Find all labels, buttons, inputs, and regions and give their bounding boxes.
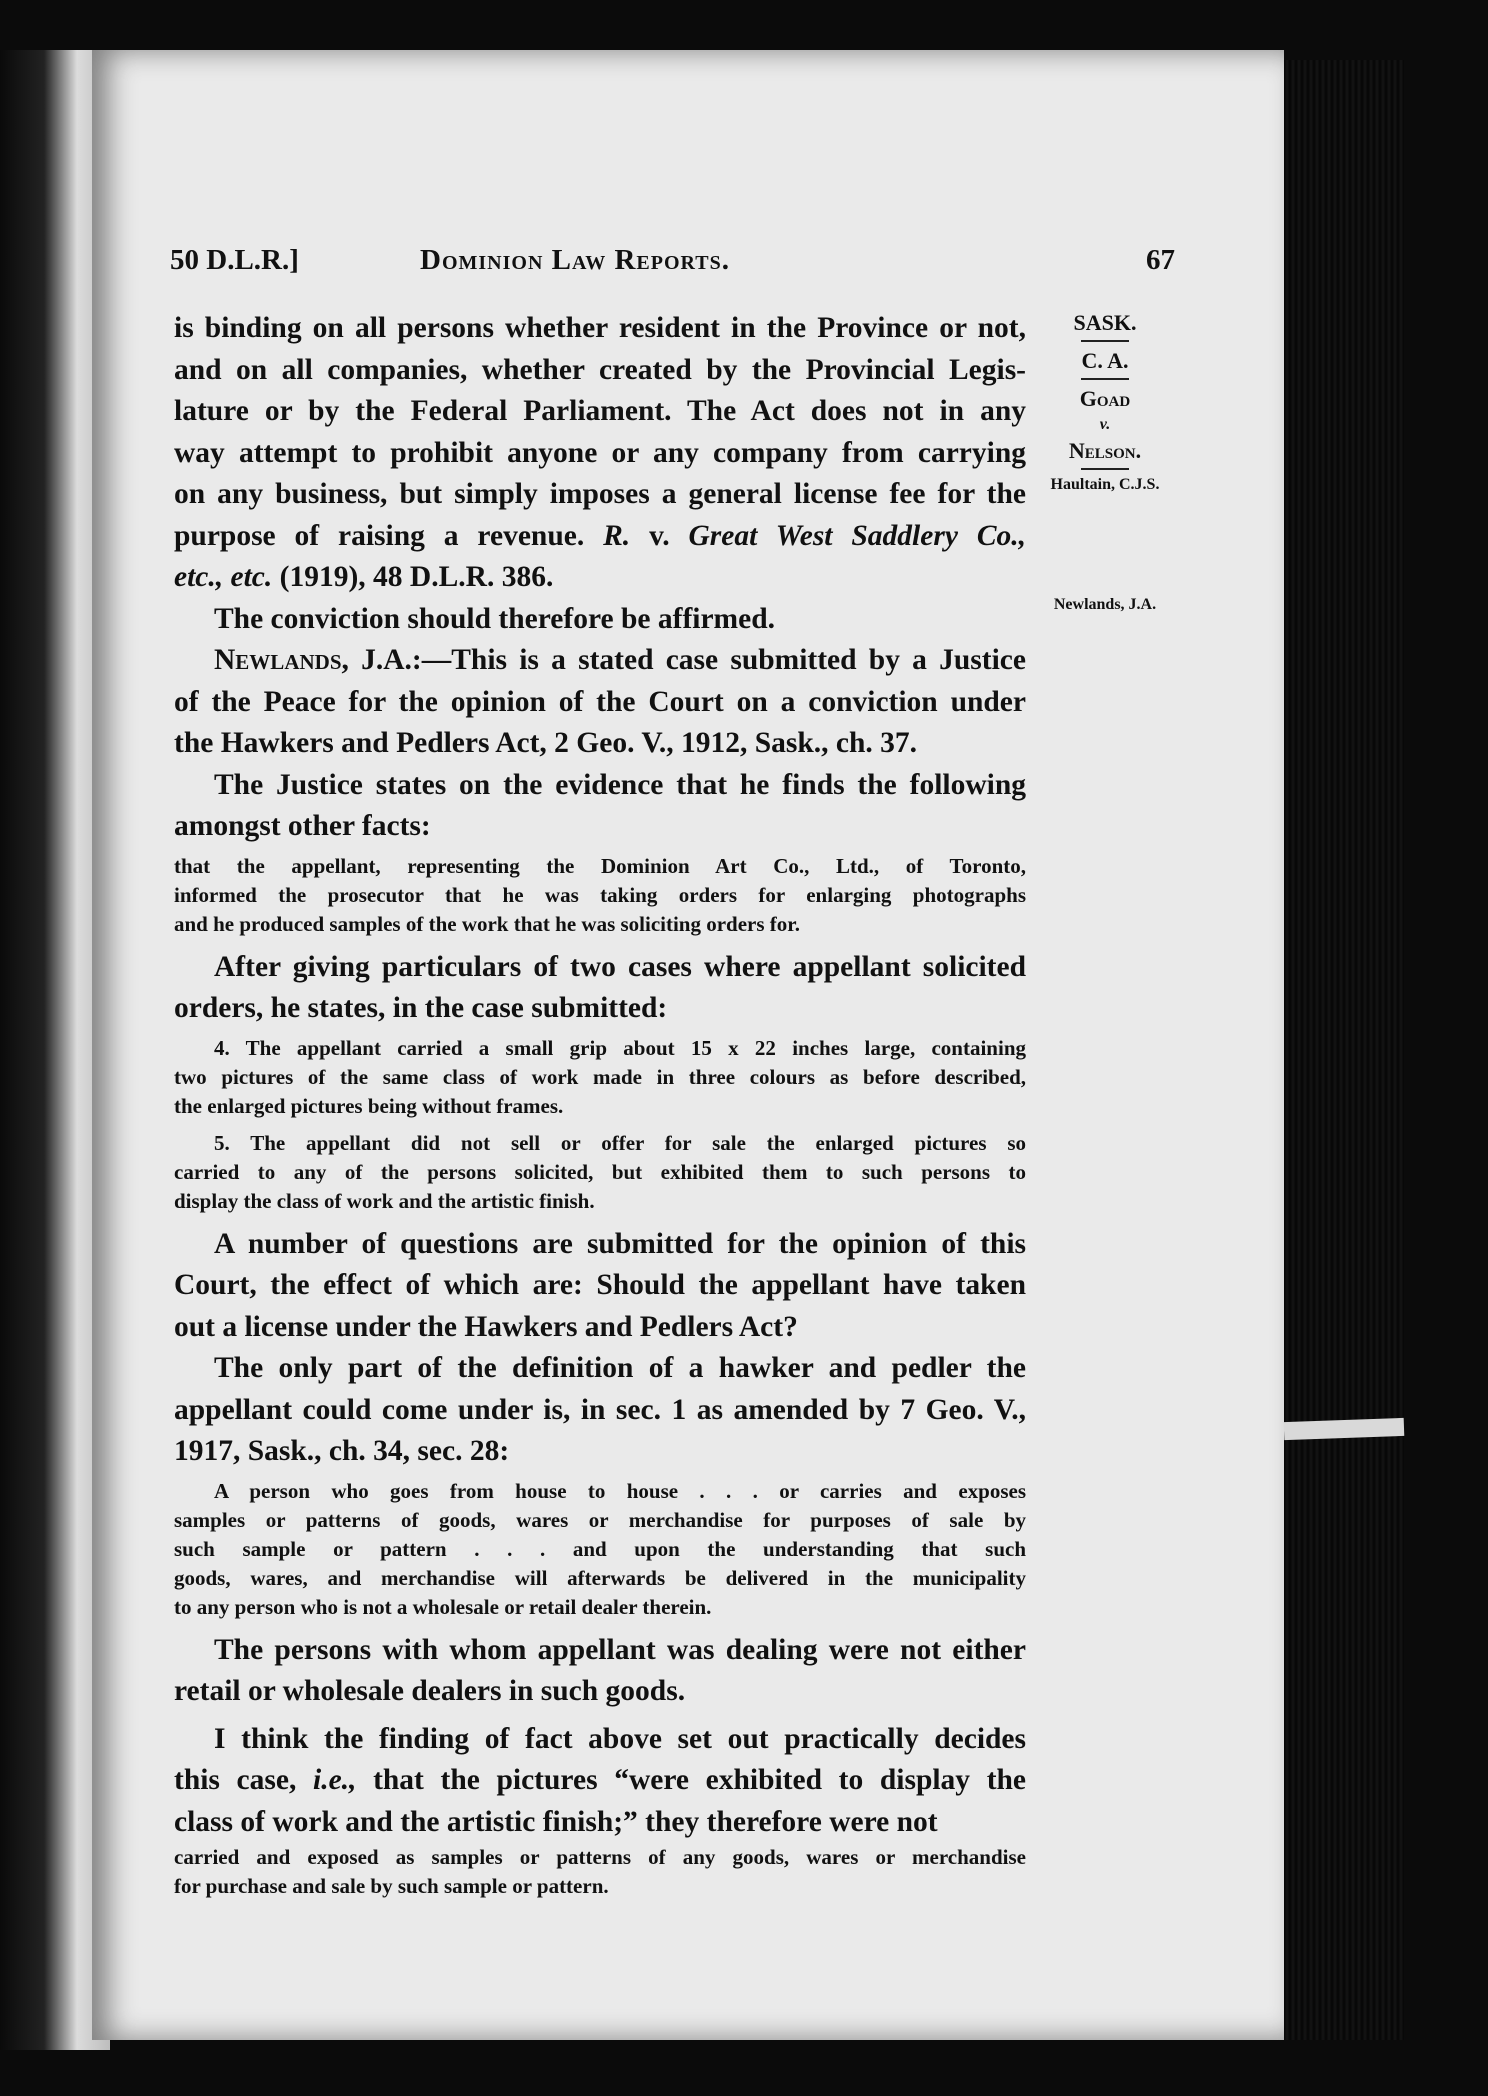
text-line: The conviction should therefore be affirmed. <box>214 602 776 635</box>
quote-line: A person who goes from house to house . . . or carries and exposes <box>214 1478 1026 1503</box>
text-line: of the Peace for the opinion of the Court on a conviction under <box>174 685 1026 718</box>
margin-rule <box>1081 378 1129 380</box>
paragraph <box>174 599 1026 641</box>
case-citation-v: v. <box>649 519 670 552</box>
block-quote <box>174 1129 1026 1216</box>
quote-line: goods, wares, and merchandise will afterwards be delivered in the municipality <box>174 1565 1026 1590</box>
paragraph <box>174 640 1026 765</box>
block-quote <box>174 852 1026 939</box>
case-citation-r: R. <box>603 519 631 552</box>
text-line: way attempt to prohibit anyone or any company from carrying <box>174 436 1026 469</box>
quote-line: the enlarged pictures being without frames. <box>174 1093 564 1118</box>
text-run: (1919), 48 D.L.R. 386. <box>279 561 554 593</box>
text-line: the Hawkers and Pedlers Act, 2 Geo. V., 1912, Sask., ch. 37. <box>174 727 917 759</box>
text-run: purpose of raising a revenue. <box>174 519 585 552</box>
quote-line: informed the prosecutor that he was taking orders for enlarging photographs <box>174 882 1026 907</box>
paragraph <box>174 1630 1026 1713</box>
text-line <box>174 557 1026 599</box>
text-line: class of work and the artistic finish;” they therefore were not <box>174 1805 938 1838</box>
text-line: orders, he states, in the case submitted: <box>174 992 668 1024</box>
text-line: Court, the effect of which are: Should the appellant have taken <box>174 1269 1026 1301</box>
text-line: A number of questions are submitted for the opinion of this <box>214 1227 1026 1260</box>
paragraph <box>174 1719 1026 1844</box>
text-run: that the pictures “were exhibited to display the <box>373 1764 1027 1796</box>
margin-judge-newlands: Newlands, J.A. <box>1053 596 1157 613</box>
margin-court: C. A. <box>1081 348 1129 373</box>
quote-line: carried and exposed as samples or patterns of any goods, wares or merchandise <box>174 1845 1026 1869</box>
quote-line: samples or patterns of goods, wares or merchandise for purposes of sale by <box>174 1507 1026 1532</box>
quote-line: two pictures of the same class of work made in three colours as before described, <box>174 1064 1026 1089</box>
margin-case-party-2: Nelson. <box>1068 438 1142 463</box>
quote-line: such sample or pattern . . . and upon the understanding that such <box>174 1536 1026 1561</box>
block-quote <box>174 1477 1026 1622</box>
text-line: on any business, but simply imposes a general license fee for the <box>174 478 1026 510</box>
quote-line: for purchase and sale by such sample or pattern. <box>174 1874 609 1898</box>
quote-line: 4. The appellant carried a small grip about 15 x 22 inches large, containing <box>214 1035 1026 1060</box>
running-header-title: Dominion Law Reports. <box>420 244 730 276</box>
book-page-edges <box>1284 60 1404 2040</box>
quote-line: and he produced samples of the work that he was soliciting orders for. <box>174 911 800 936</box>
text-line: The persons with whom appellant was dealing were not either <box>214 1633 1026 1666</box>
text-line: out a license under the Hawkers and Pedlers Act? <box>174 1310 798 1343</box>
margin-case-versus: v. <box>1099 416 1111 433</box>
text-line: appellant could come under is, in sec. 1 as amended by 7 Geo. V., <box>174 1393 1026 1426</box>
margin-rule <box>1081 340 1129 342</box>
quote-line: 5. The appellant did not sell or offer for sale the enlarged pictures so <box>214 1130 1026 1155</box>
text-line: After giving particulars of two cases where appellant solicited <box>214 950 1026 983</box>
block-quote <box>174 1843 1026 1901</box>
quote-line: carried to any of the persons solicited, but exhibited them to such persons to <box>174 1159 1026 1184</box>
margin-province: SASK. <box>1073 310 1137 335</box>
text-line: lature or by the Federal Parliament. The Act does not in any <box>174 395 1026 427</box>
text-run: :—This is a stated case submitted by a Justice <box>411 644 1026 676</box>
text-run: this case, <box>174 1764 297 1796</box>
text-line: and on all companies, whether created by the Provincial Legis- <box>174 353 1026 386</box>
paragraph <box>174 1348 1026 1473</box>
paragraph <box>174 308 1026 599</box>
text-line: 1917, Sask., ch. 34, sec. 28: <box>174 1435 510 1467</box>
quote-line: that the appellant, representing the Dominion Art Co., Ltd., of Toronto, <box>174 853 1026 878</box>
text-line <box>174 516 1026 558</box>
margin-case-party-1: Goad <box>1079 386 1131 411</box>
page-body <box>174 308 1026 1909</box>
margin-notes <box>1030 308 1180 616</box>
margin-judge-haultain: Haultain, C.J.S. <box>1050 476 1160 493</box>
text-line: I think the finding of fact above set out practically decides <box>214 1722 1026 1755</box>
text-run: i.e., <box>313 1764 357 1796</box>
paragraph <box>174 947 1026 1030</box>
text-line <box>174 1760 1026 1802</box>
text-line: retail or wholesale dealers in such goods. <box>174 1675 686 1707</box>
text-run: etc., etc. <box>174 561 273 593</box>
text-line <box>174 640 1026 682</box>
page-number: 67 <box>1146 244 1175 276</box>
text-line: The only part of the definition of a hawker and pedler the <box>214 1352 1026 1384</box>
quote-line: to any person who is not a wholesale or retail dealer therein. <box>174 1594 712 1619</box>
paragraph <box>174 765 1026 848</box>
text-line: is binding on all persons whether resident in the Province or not, <box>174 312 1026 344</box>
running-header-volume: 50 D.L.R.] <box>170 244 299 276</box>
margin-rule <box>1081 468 1129 470</box>
block-quote <box>174 1034 1026 1121</box>
case-citation-name: Great West Saddlery Co., <box>688 519 1026 552</box>
quote-line: display the class of work and the artistic finish. <box>174 1188 595 1213</box>
text-line: The Justice states on the evidence that he finds the following <box>214 768 1026 801</box>
judge-name: Newlands, J.A. <box>214 644 412 676</box>
paragraph <box>174 1224 1026 1349</box>
text-line: amongst other facts: <box>174 810 431 842</box>
